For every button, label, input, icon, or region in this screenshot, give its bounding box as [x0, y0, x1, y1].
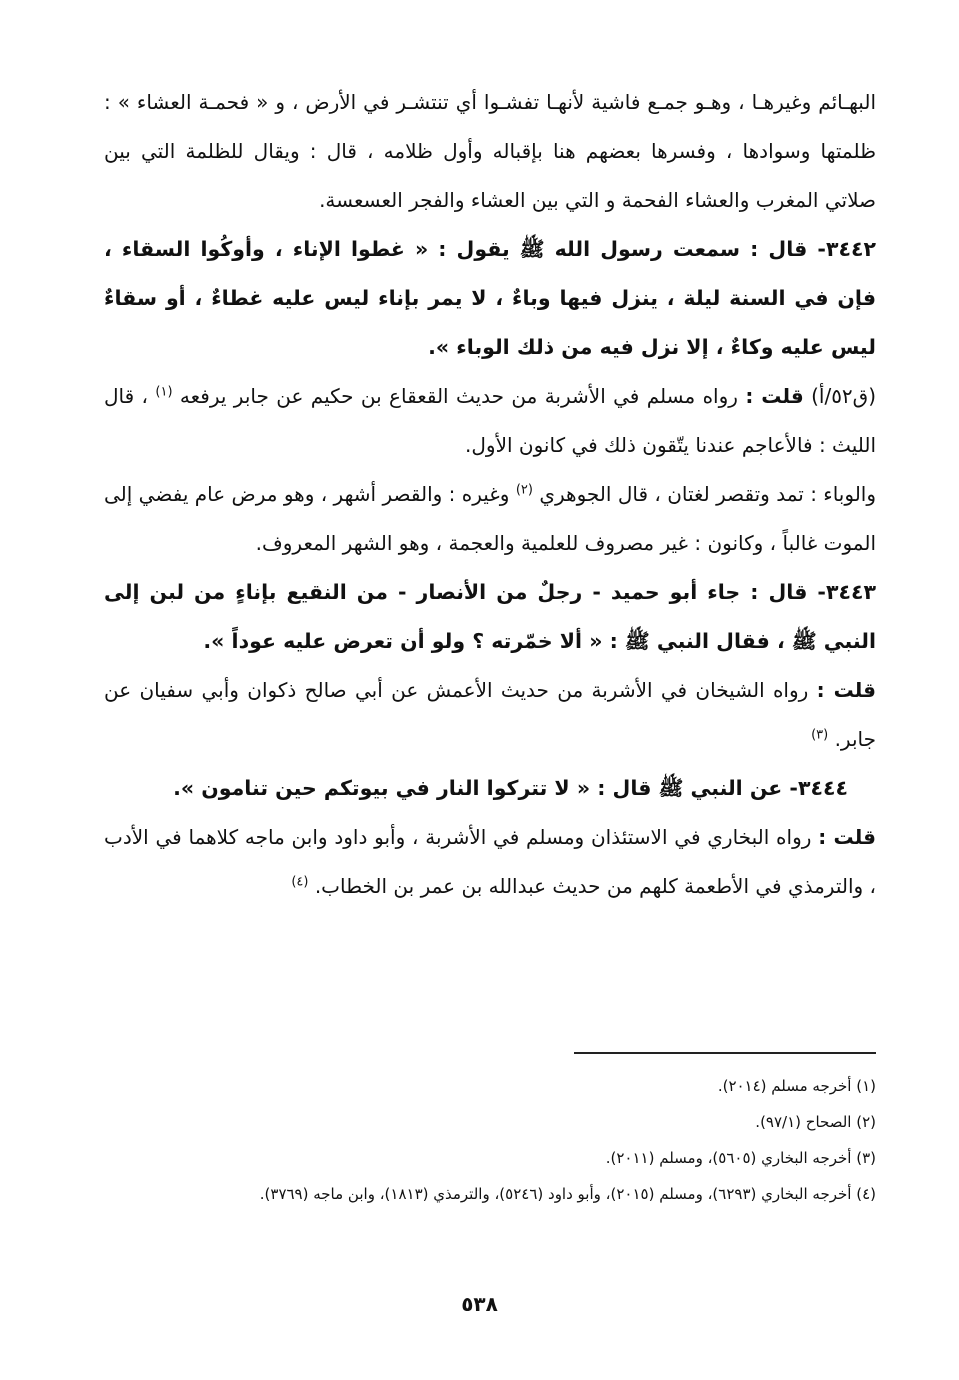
- footnote-3: (٣) أخرجه البخاري (٥٦٠٥)، ومسلم (٢٠١١).: [605, 1149, 876, 1167]
- paragraph-text: والوباء : تمد وتقصر لغتان ، قال الجوهري: [539, 482, 877, 506]
- paragraph-commentary-2: [104, 470, 876, 568]
- hadith-text: ٣٤٤٤- عن النبي ﷺ قال : « لا تتركوا النار في بيوتكم حين تنامون ».: [173, 776, 848, 800]
- paragraph-qult-3444: [104, 813, 876, 911]
- qult-label: قلت :: [745, 384, 804, 408]
- footnote-4: (٤) أخرجه البخاري (٦٢٩٣)، ومسلم (٢٠١٥)، وأبو داود (٥٢٤٦)، والترمذي (١٨١٣)، وابن ماجه (٣٧٦٩).: [259, 1185, 876, 1203]
- qult-label: قلت :: [818, 825, 876, 849]
- paragraph-text-after: وغيره : والقصر أشهر ، وهو مرض عام يفضي إلى الموت غالباً ، وكانون : غير مصروف للعلمية والعجمة ، وهو الشهر المعروف.: [104, 482, 876, 555]
- footnote-divider: [574, 1052, 876, 1054]
- paragraph-text-after: ، قال الليث : فالأعاجم عندنا يتّقون ذلك في كانون الأول.: [104, 384, 876, 457]
- hadith-3443: [104, 568, 876, 666]
- footnotes: [104, 1068, 876, 1212]
- hadith-3444: [104, 764, 876, 813]
- footnote-ref-3: (٣): [811, 727, 829, 743]
- hadith-text: ٣٤٤٢- قال : سمعت رسول الله ﷺ يقول : « غطوا الإناء ، وأوكُوا السقاء ، فإن في السنة ليلة ، ينزل فيها وباءٌ ، لا يمر بإناء ليس عليه غطاءٌ ، أو سقاءٌ ليس عليه وكاءٌ ، إلا نزل فيه من ذلك الوباء ».: [104, 237, 876, 359]
- qult-label: قلت :: [816, 678, 876, 702]
- footnote-1: (١) أخرجه مسلم (٢٠١٤).: [717, 1077, 876, 1095]
- paragraph-text: رواه الشيخان في الأشربة من حديث الأعمش عن أبي صالح ذكوان وأبي سفيان عن جابر.: [104, 678, 876, 751]
- paragraph-qult-3443: [104, 666, 876, 764]
- page-body: [104, 78, 876, 911]
- footnote-2: (٢) الصحاح (٩٧/١).: [755, 1113, 876, 1131]
- footnote-ref-4: (٤): [291, 874, 309, 890]
- hadith-3442: [104, 225, 876, 372]
- hadith-text: ٣٤٤٣- قال : جاء أبو حميد - رجلٌ من الأنصار - من النقيع بإناءٍ من لبن إلى النبي ﷺ ، فقال النبي ﷺ : « ألا خمّرته ؟ ولو أن تعرض عليه عوداً ».: [104, 580, 876, 653]
- footnote-ref-2: (٢): [515, 482, 533, 498]
- paragraph-text: البهـائم وغيرهـا ، وهـو جمـع فاشية لأنهـا تفشـوا أي تنتشـر في الأرض ، و « فحمـة العشاء » : ظلمتها وسوادها ، وفسرها بعضهم هنا بإقباله وأول ظلامه ، قال : ويقال للظلمة التي بين صلاتي المغرب والعشاء الفحمة و التي بين العشاء والفجر العسعسة.: [104, 90, 876, 212]
- paragraph-text: رواه البخاري في الاستئذان ومسلم في الأشربة ، وأبو داود وابن ماجه كلاهما في الأدب ، والترمذي في الأطعمة كلهم من حديث عبدالله بن عمر بن الخطاب.: [104, 825, 876, 898]
- paragraph-commentary-1: [104, 78, 876, 225]
- footnote-ref-1: (١): [155, 384, 173, 400]
- paragraph-qult-3442: [104, 372, 876, 470]
- manuscript-folio-ref: (ق٥٢/أ): [803, 384, 876, 408]
- page-number: ٥٣٨: [461, 1292, 498, 1316]
- paragraph-text: رواه مسلم في الأشربة من حديث القعقاع بن حكيم عن جابر يرفعه: [179, 384, 738, 408]
